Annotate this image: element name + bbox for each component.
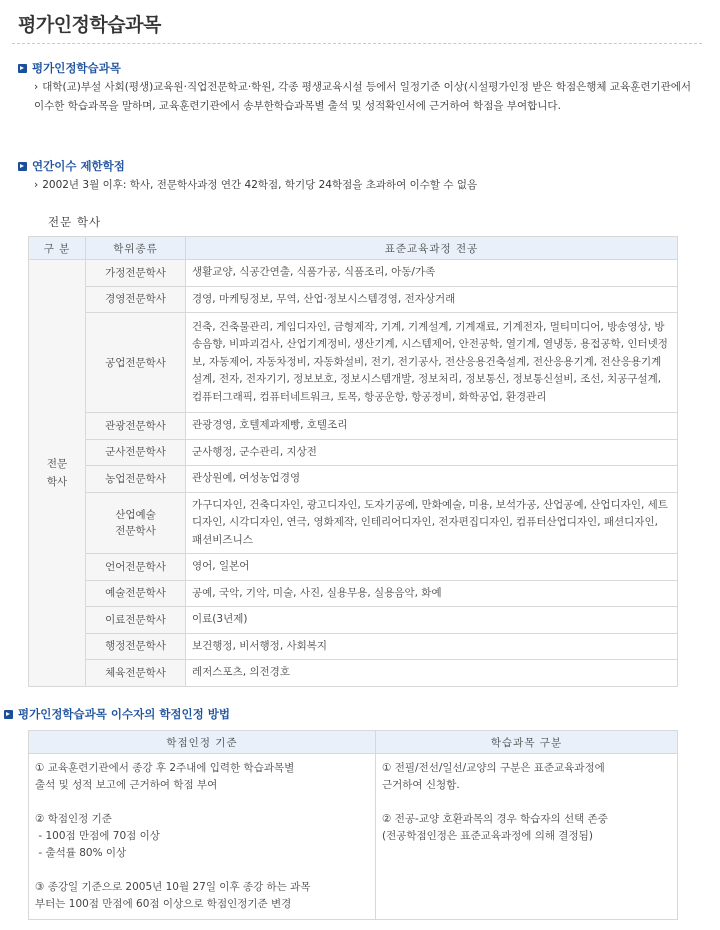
degree-cell: 언어전문학사 bbox=[86, 554, 186, 581]
degree-cell: 관광전문학사 bbox=[86, 413, 186, 440]
table-row bbox=[29, 492, 678, 554]
course-category-cell: ① 전필/전선/일선/교양의 구분은 표준교육과정에 근거하여 신청함. ② 전공-교양 호환과목의 경우 학습자의 선택 존중 (전공학점인정은 표준교육과정에 의해 결정됨) bbox=[376, 754, 678, 920]
title-divider bbox=[12, 43, 702, 44]
category-cell: 전문 학사 bbox=[29, 260, 86, 687]
section-paragraph bbox=[34, 78, 692, 116]
majors-cell: 보건행정, 비서행정, 사회복지 bbox=[186, 633, 678, 660]
degree-table bbox=[28, 236, 678, 687]
bullet-arrow-icon: › bbox=[34, 81, 39, 93]
degree-cell: 체육전문학사 bbox=[86, 660, 186, 687]
table-row bbox=[29, 580, 678, 607]
subheading-associate-degree: 전문 학사 bbox=[48, 215, 102, 229]
degree-cell: 산업예술 전문학사 bbox=[86, 492, 186, 554]
section-heading-label: 평가인정학습과목 이수자의 학점인정 방법 bbox=[18, 707, 230, 721]
degree-cell: 농업전문학사 bbox=[86, 466, 186, 493]
arrow-square-icon bbox=[18, 162, 27, 171]
arrow-square-icon bbox=[4, 710, 13, 719]
degree-cell: 행정전문학사 bbox=[86, 633, 186, 660]
majors-cell: 경영, 마케팅정보, 무역, 산업·정보시스템경영, 전자상거래 bbox=[186, 286, 678, 313]
table-row bbox=[29, 607, 678, 634]
column-header: 구 분 bbox=[29, 237, 86, 260]
majors-cell: 이료(3년제) bbox=[186, 607, 678, 634]
section-heading-evaluation bbox=[18, 60, 121, 76]
degree-cell: 예술전문학사 bbox=[86, 580, 186, 607]
page-title: 평가인정학습과목 bbox=[18, 14, 161, 36]
section-heading-credit-limit bbox=[18, 158, 125, 174]
table-row bbox=[29, 286, 678, 313]
section-text: 2002년 3월 이후: 학사, 전문학사과정 연간 42학점, 학기당 24학점을 초과하여 이수할 수 없음 bbox=[42, 179, 478, 191]
degree-cell: 공업전문학사 bbox=[86, 313, 186, 413]
credit-method-table bbox=[28, 730, 678, 920]
arrow-square-icon bbox=[18, 64, 27, 73]
degree-cell: 경영전문학사 bbox=[86, 286, 186, 313]
column-header: 학위종류 bbox=[86, 237, 186, 260]
section-heading-credit-method bbox=[4, 706, 230, 722]
table-row bbox=[29, 413, 678, 440]
bullet-arrow-icon: › bbox=[34, 179, 39, 191]
majors-cell: 군사행정, 군수관리, 지상전 bbox=[186, 439, 678, 466]
section-heading-label: 연간이수 제한학점 bbox=[32, 159, 125, 173]
majors-cell: 생활교양, 식공간연출, 식품가공, 식품조리, 아동/가족 bbox=[186, 260, 678, 287]
table-row bbox=[29, 260, 678, 287]
majors-cell: 건축, 건축물관리, 게임디자인, 금형제작, 기계, 기계설계, 기계재료, 기계전자, 멀티미디어, 방송영상, 방송음향, 비파괴검사, 산업기계정비, 생산기계, 시스템제어, 안전공학, 열기계, 열냉동, 용접공학, 인터넷정보, 자동제어, 자동차정비, 자동화설비, 전기, 전기공사, 전산응용건축설계, 전산응용기계, 전산응용기계설계, 전자, 전자기기, 정보보호, 정보시스템개발, 정보처리, 정보통신, 정보통신설비, 조선, 치공구설계, 컴퓨터그래픽, 컴퓨터네트워크, 토목, 항공운항, 항공정비, 화학공업, 환경관리 bbox=[186, 313, 678, 413]
majors-cell: 영어, 일본어 bbox=[186, 554, 678, 581]
column-header: 표준교육과정 전공 bbox=[186, 237, 678, 260]
section-heading-label: 평가인정학습과목 bbox=[32, 61, 121, 75]
majors-cell: 관상원예, 여성농업경영 bbox=[186, 466, 678, 493]
section-paragraph bbox=[34, 176, 694, 195]
table-row bbox=[29, 466, 678, 493]
credit-criteria-cell: ① 교육훈련기관에서 종강 후 2주내에 입력한 학습과목별 출석 및 성적 보고에 근거하여 학점 부여 ② 학점인정 기준 - 100점 만점에 70점 이상 - 출석률 80% 이상 ③ 종강일 기준으로 2005년 10월 27일 이후 종강 하는 과목 부터는 100점 만점에 60점 이상으로 학점인정기준 변경 bbox=[29, 754, 376, 920]
table-row bbox=[29, 313, 678, 413]
majors-cell: 공예, 국악, 기악, 미술, 사진, 실용무용, 실용음악, 화예 bbox=[186, 580, 678, 607]
column-header: 학습과목 구분 bbox=[376, 731, 678, 754]
degree-cell: 가정전문학사 bbox=[86, 260, 186, 287]
degree-cell: 군사전문학사 bbox=[86, 439, 186, 466]
majors-cell: 가구디자인, 건축디자인, 광고디자인, 도자기공예, 만화예술, 미용, 보석가공, 산업공예, 산업디자인, 세트디자인, 시각디자인, 연극, 영화제작, 인테리어디자인, 전자편집디자인, 컴퓨터산업디자인, 패션디자인, 패션비즈니스 bbox=[186, 492, 678, 554]
column-header: 학점인정 기준 bbox=[29, 731, 376, 754]
degree-cell: 이료전문학사 bbox=[86, 607, 186, 634]
table-row bbox=[29, 660, 678, 687]
majors-cell: 관광경영, 호텔제과제빵, 호텔조리 bbox=[186, 413, 678, 440]
section-text: 대학(교)부설 사회(평생)교육원·직업전문학교·학원, 각종 평생교육시설 등에서 일정기준 이상(시설평가인정 받은 학점은행체 교육훈련기관에서 이수한 학습과목을 말하며, 교육훈련기관에서 송부한학습과목별 출석 및 성적확인서에 근거하여 학점을 부여합니다. bbox=[34, 81, 692, 112]
table-row bbox=[29, 439, 678, 466]
table-row bbox=[29, 554, 678, 581]
majors-cell: 레저스포츠, 의전경호 bbox=[186, 660, 678, 687]
table-row bbox=[29, 633, 678, 660]
